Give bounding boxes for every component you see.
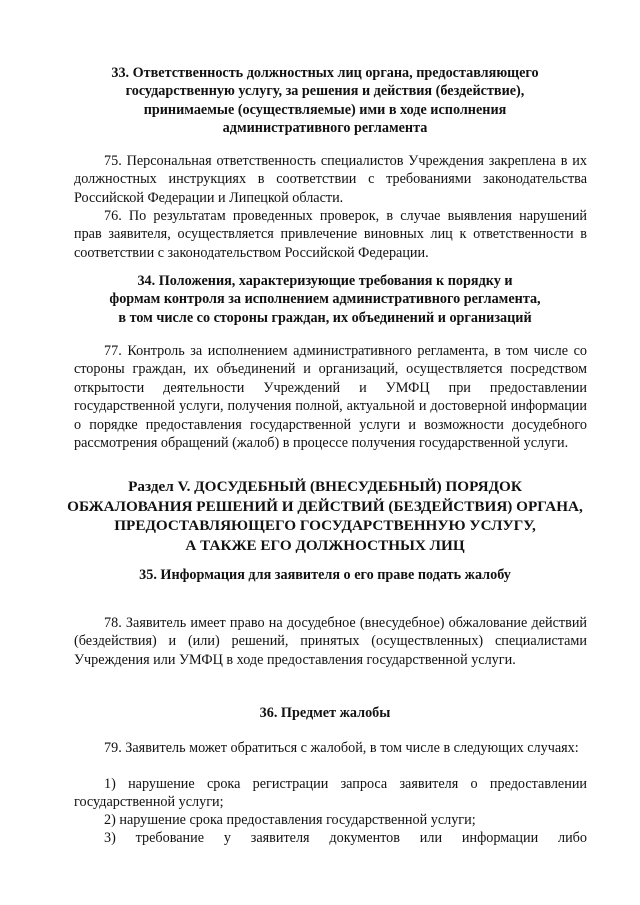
paragraph-77: 77. Контроль за исполнением административного регламента, в том числе со стороны граждан, их объединений и организаций, осуществляется посредством открытости деятельности Учреждений и УМФЦ при предоставлении государственной услуги, получения полной, актуальной и достоверной информации о порядке предоставления государственной услуги и возможности досудебного рассмотрения обращений (жалоб) в процессе получения государственной услуги.: [74, 343, 587, 452]
heading-line: формам контроля за исполнением административного регламента,: [109, 291, 541, 308]
section-34-heading: [60, 272, 590, 327]
paragraph-76: 76. По результатам проведенных проверок, в случае выявления нарушений прав заявителя, осуществляется привлечение виновных лиц к ответственности в соответствии с законодательством Российской Федерации.: [74, 208, 587, 261]
heading-line: административного регламента: [222, 120, 428, 137]
heading-line: ОБЖАЛОВАНИЯ РЕШЕНИЙ И ДЕЙСТВИЙ (БЕЗДЕЙСТВИЯ) ОРГАНА,: [67, 497, 583, 515]
heading-line: 33. Ответственность должностных лиц органа, предоставляющего: [111, 65, 539, 81]
paragraph-75: 75. Персональная ответственность специалистов Учреждения закреплена в их должностных инструкциях в соответствии с требованиями законодательства Российской Федерации и Липецкой области.: [74, 153, 587, 206]
heading-line: ПРЕДОСТАВЛЯЮЩЕГО ГОСУДАРСТВЕННУЮ УСЛУГУ,: [114, 517, 536, 534]
heading-line: принимаемые (осуществляемые) ими в ходе исполнения: [143, 101, 507, 118]
list-item-2: 2) нарушение срока предоставления государственной услуги;: [104, 812, 476, 828]
section-36-heading: 36. Предмет жалобы: [259, 705, 391, 721]
heading-line: государственную услугу, за решения и действия (бездействие),: [125, 83, 525, 100]
heading-line: в том числе со стороны граждан, их объединений и организаций: [118, 309, 532, 326]
paragraph-78: 78. Заявитель имеет право на досудебное (внесудебное) обжалование действий (бездействия) и (или) решений, принятых (осуществленных) специалистами Учреждения или УМФЦ в ходе предоставления государственной услуги.: [74, 615, 587, 668]
heading-line: А ТАКЖЕ ЕГО ДОЛЖНОСТНЫХ ЛИЦ: [185, 536, 465, 554]
list-item-1: 1) нарушение срока регистрации запроса заявителя о предоставлении государственной услуги;: [74, 776, 587, 811]
heading-line: 34. Положения, характеризующие требования к порядку и: [137, 273, 513, 289]
paragraph-79: 79. Заявитель может обратиться с жалобой, в том числе в следующих случаях:: [104, 740, 579, 756]
section-35-heading: 35. Информация для заявителя о его праве подать жалобу: [139, 567, 511, 583]
list-item-3: 3) требование у заявителя документов или информации либо: [104, 830, 587, 846]
section-33-heading: [60, 64, 590, 138]
heading-line: Раздел V. ДОСУДЕБНЫЙ (ВНЕСУДЕБНЫЙ) ПОРЯДОК: [128, 478, 522, 495]
chapter-5-heading: [55, 477, 595, 555]
